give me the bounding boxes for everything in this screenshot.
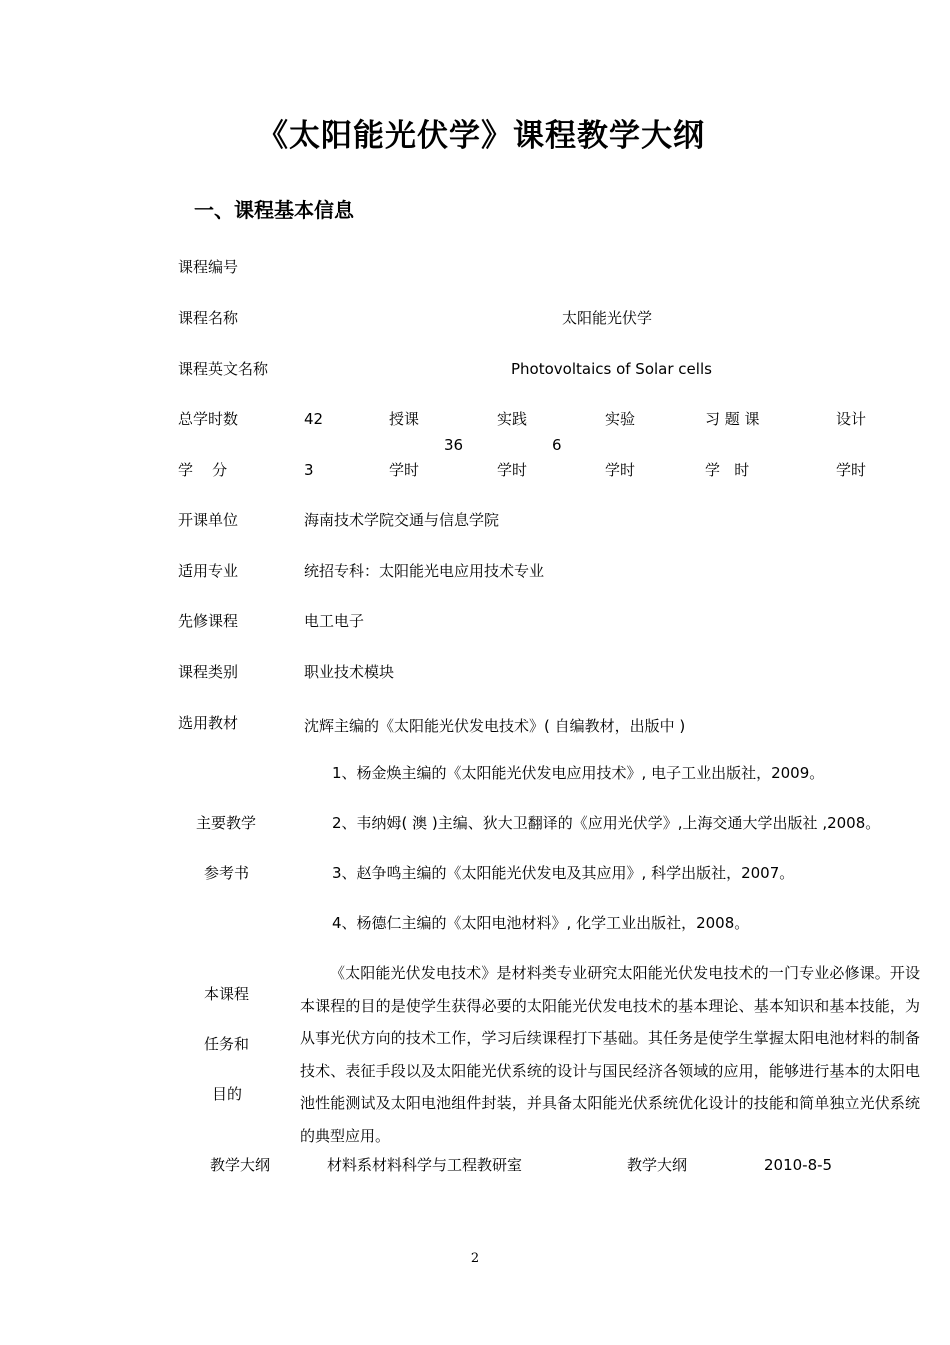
task-label-line2: 任务和 <box>204 1035 250 1053</box>
category-label: 课程类别 <box>178 663 239 681</box>
page-number: 2 <box>470 1251 480 1266</box>
references-label-line2: 参考书 <box>204 864 250 882</box>
page-title: 《太阳能光伏学》课程教学大纲 <box>257 118 705 154</box>
reference-item: 1、杨金焕主编的《太阳能光伏发电应用技术》, 电子工业出版社，2009。 <box>332 764 825 782</box>
prerequisite-label: 先修课程 <box>178 612 239 630</box>
course-code-label: 课程编号 <box>178 258 239 276</box>
section-heading: 一、课程基本信息 <box>194 198 354 222</box>
footer-label-2: 教学大纲 <box>627 1156 688 1174</box>
task-label-line1: 本课程 <box>204 985 250 1003</box>
practice-hours-value: 6 <box>552 436 562 454</box>
course-english-value: Photovoltaics of Solar cells <box>511 360 712 378</box>
textbook-value: 沈辉主编的《太阳能光伏发电技术》( 自编教材，出版中 ) <box>304 717 686 735</box>
references-label-line1: 主要教学 <box>196 814 257 832</box>
course-name-value: 太阳能光伏学 <box>562 309 653 327</box>
practice-unit: 学时 <box>497 461 528 479</box>
major-value: 统招专科：太阳能光电应用技术专业 <box>304 562 545 580</box>
department-value: 海南技术学院交通与信息学院 <box>304 511 500 529</box>
footer-value-1: 材料系材料科学与工程教研室 <box>327 1156 523 1174</box>
task-description: 《太阳能光伏发电技术》是材料类专业研究太阳能光伏发电技术的一门专业必修课。开设本课程的目的是使学生获得必要的太阳能光伏发电技术的基本理论、基本知识和基本技能，为从事光伏方向的技术工作，学习后续课程打下基础。其任务是使学生掌握太阳电池材料的制备技术、表征手段以及太阳能光伏系统的设计与国民经济各领域的应用，能够进行基本的太阳电池性能测试及太阳电池组件封装，并具备太阳能光伏系统优化设计的技能和简单独立光伏系统的典型应用。 <box>300 964 920 1145</box>
textbook-label: 选用教材 <box>178 714 239 732</box>
course-name-label: 课程名称 <box>178 309 239 327</box>
footer-value-2: 2010-8-5 <box>764 1156 833 1174</box>
experiment-label: 实验 <box>605 410 636 428</box>
total-hours-label: 总学时数 <box>178 410 239 428</box>
reference-item: 2、韦纳姆( 澳 )主编、狄大卫翻译的《应用光伏学》,上海交通大学出版社 ,2008。 <box>332 814 881 832</box>
exercise-label: 习 题 课 <box>705 410 760 428</box>
practice-label: 实践 <box>497 410 528 428</box>
footer-label-1: 教学大纲 <box>210 1156 271 1174</box>
credit-value: 3 <box>304 461 314 479</box>
lecture-label: 授课 <box>389 410 420 428</box>
design-unit: 学时 <box>836 461 867 479</box>
course-english-label: 课程英文名称 <box>178 360 269 378</box>
total-hours-value: 42 <box>304 410 324 428</box>
reference-item: 3、赵争鸣主编的《太阳能光伏发电及其应用》, 科学出版社，2007。 <box>332 864 795 882</box>
design-label: 设计 <box>836 410 867 428</box>
credit-label: 学 分 <box>178 461 228 479</box>
experiment-unit: 学时 <box>605 461 636 479</box>
task-label-line3: 目的 <box>212 1085 243 1103</box>
prerequisite-value: 电工电子 <box>304 612 365 630</box>
category-value: 职业技术模块 <box>304 663 395 681</box>
lecture-hours-value: 36 <box>444 436 464 454</box>
major-label: 适用专业 <box>178 562 239 580</box>
department-label: 开课单位 <box>178 511 239 529</box>
lecture-unit: 学时 <box>389 461 420 479</box>
exercise-unit: 学 时 <box>705 461 750 479</box>
reference-item: 4、杨德仁主编的《太阳电池材料》, 化学工业出版社，2008。 <box>332 914 750 932</box>
